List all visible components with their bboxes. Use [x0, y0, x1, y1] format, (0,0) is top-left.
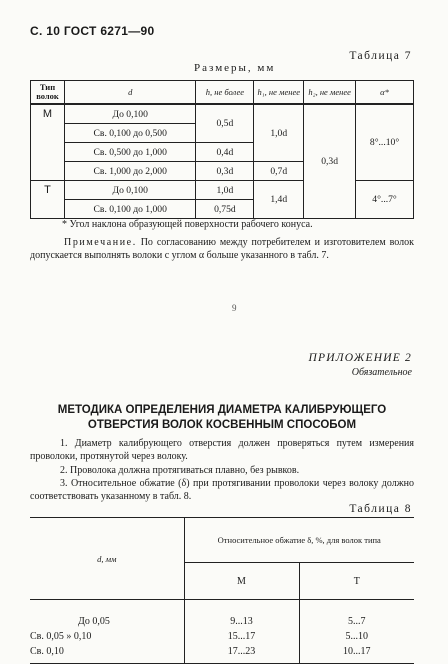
table8-header-m: М [184, 563, 299, 600]
paragraph-2: 2. Проволока должна протягиваться плавно, без рывков. [60, 465, 300, 476]
note-text: По согласованию между потребителем и изготовителем волок допускается выполнять волоки с углом α больше указанного в табл. 7. [30, 237, 414, 261]
table-row [30, 629, 414, 644]
method-title [30, 403, 414, 433]
table7-h1-cell: 1,4d [254, 181, 304, 219]
table8-d-cell: Св. 0,10 [30, 646, 64, 657]
table7-h-cell: 1,0d [196, 181, 254, 200]
method-title-line: МЕТОДИКА ОПРЕДЕЛЕНИЯ ДИАМЕТРА КАЛИБРУЮЩЕГО [57, 404, 387, 416]
table7-d-cell: Св. 0,100 до 0,500 [64, 124, 195, 143]
paragraph-1: 1. Диаметр калибрующего отверстия должен проверяться путем измерения проволоки, протянутой через волоку. [30, 438, 414, 462]
table7-d-cell: Св. 0,500 до 1,000 [64, 143, 195, 162]
page-header: С. 10 ГОСТ 6271—90 [30, 24, 155, 38]
table7-h1-cell: 1,0d [254, 104, 304, 162]
appendix-subtitle: Обязательное [351, 367, 412, 378]
note-label: Примечание. [64, 237, 137, 248]
table8-m-cell: 15...17 [184, 629, 299, 644]
table7-h1-cell: 0,7d [254, 162, 304, 181]
table7-d-cell: Св. 1,000 до 2,000 [64, 162, 195, 181]
table8-d-text: До 0,05 [78, 616, 110, 627]
table-row [31, 181, 414, 200]
appendix-title: ПРИЛОЖЕНИЕ 2 [308, 352, 412, 364]
table8-header-d: d, мм [97, 553, 117, 564]
table8-label: Таблица 8 [349, 503, 412, 515]
table-row [30, 600, 414, 630]
table7-footnote: * Угол наклона образующей поверхности рабочего конуса. [62, 219, 313, 230]
table7-caption: Размеры, мм [194, 62, 276, 74]
table7-alpha-cell: 8°...10° [356, 104, 414, 181]
table8-d-cell [30, 600, 184, 630]
table7-header-alpha: α* [356, 81, 414, 105]
table8-m-cell: 9...13 [184, 600, 299, 630]
method-title-line: ОТВЕРСТИЯ ВОЛОК КОСВЕННЫМ СПОСОБОМ [87, 419, 357, 431]
table7-type-cell: Т [31, 181, 65, 219]
table7-d-cell: Св. 0,100 до 1,000 [64, 200, 195, 219]
table7-header-h2: h₂, не менее [304, 81, 356, 105]
table7-label: Таблица 7 [349, 50, 412, 62]
table8-d-cell: Св. 0,05 » 0,10 [30, 631, 92, 642]
table8-header-t: Т [299, 563, 414, 600]
table8-m-cell: 17...23 [184, 644, 299, 664]
table7-header-type: Тип волок [31, 81, 65, 105]
table8 [30, 517, 414, 664]
table8-t-cell: 5...7 [299, 600, 414, 630]
table8-t-cell: 10...17 [299, 644, 414, 664]
table7-h2-cell: 0,3d [304, 104, 356, 219]
table8-t-cell: 5...10 [299, 629, 414, 644]
table-row [30, 644, 414, 664]
table7-header-d: d [64, 81, 195, 105]
table7-h-cell: 0,4d [196, 143, 254, 162]
table7-h-cell: 0,3d [196, 162, 254, 181]
page-number: 9 [232, 303, 237, 313]
table-row [31, 104, 414, 124]
table7-note [30, 236, 414, 262]
table8-header-group: Относительное обжатие δ, %, для волок типа [184, 518, 414, 563]
table7-header-h: h, не более [196, 81, 254, 105]
paragraph-3: 3. Относительное обжатие (δ) при протягивании проволоки через волоку должно соответствовать указанному в табл. 8. [30, 478, 414, 502]
table7-type-cell: М [31, 104, 65, 181]
table7-h-cell: 0,5d [196, 104, 254, 143]
table7-h-cell: 0,75d [196, 200, 254, 219]
table7-d-cell: До 0,100 [64, 181, 195, 200]
table7-d-cell: До 0,100 [64, 104, 195, 124]
table7-alpha-cell: 4°...7° [356, 181, 414, 219]
table7 [30, 80, 414, 219]
table7-header-h1: h₁, не менее [254, 81, 304, 105]
